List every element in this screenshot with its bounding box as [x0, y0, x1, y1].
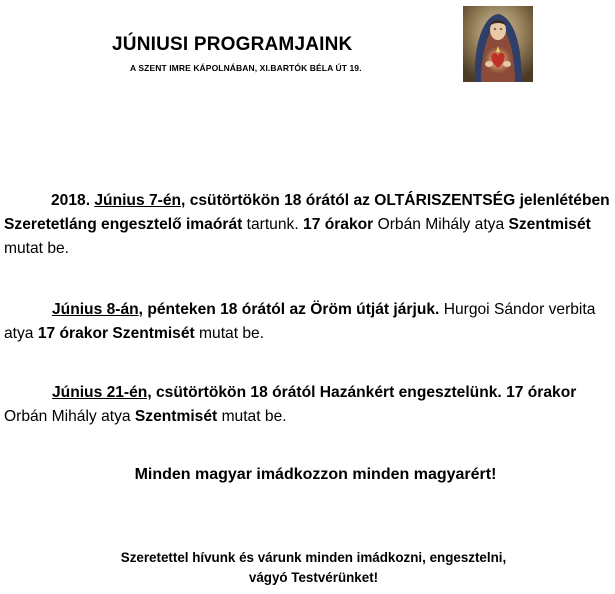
text: OLTÁRISZENTSÉG: [374, 192, 516, 209]
page-subtitle: A SZENT IMRE KÁPOLNÁBAN, XI.BARTÓK BÉLA ÚT 19.: [130, 63, 362, 73]
text: pénteken 18 órától az Öröm útját járjuk.: [147, 301, 440, 318]
motto: Minden magyar imádkozzon minden magyarért!: [134, 466, 497, 483]
text: mutat be.: [221, 408, 287, 425]
text: csütörtökön 18 órától az: [189, 192, 370, 209]
text: mutat be.: [4, 240, 70, 257]
page-title: JÚNIUSI PROGRAMJAINK: [112, 34, 353, 55]
closing-line-1: Szeretettel hívunk és várunk minden imádkozni, engesztelni,: [120, 550, 507, 565]
date-june-8: Június 8-án,: [52, 301, 143, 318]
date-june-7: Június 7-én,: [94, 192, 186, 209]
text: 17 órakor Szentmisét: [37, 325, 195, 342]
text: 17 órakor: [303, 216, 374, 233]
text: tartunk.: [246, 216, 299, 233]
paragraph-june-8: [4, 298, 612, 346]
text: Orbán Mihály atya: [4, 408, 131, 425]
text: Szentmisét: [508, 216, 591, 233]
date-june-21: Június 21-én,: [52, 384, 152, 401]
text: Orbán: [377, 216, 421, 233]
text: mutat be.: [199, 325, 265, 342]
closing-line-2: vágyó Testvérünket!: [248, 570, 379, 585]
paragraph-june-21: [4, 381, 612, 429]
year: 2018.: [51, 192, 91, 209]
text: Sándor verbita atya: [4, 301, 596, 342]
text: jelenlétében Szeretetláng engesztelő imaórát: [4, 192, 610, 233]
madonna-sacred-heart-icon: [463, 6, 533, 82]
text: Szentmisét: [134, 408, 218, 425]
text: 17 órakor: [506, 384, 577, 401]
text: Mihály atya: [425, 216, 505, 233]
text: csütörtökön 18 órától Hazánkért engesztelünk.: [156, 384, 502, 401]
paragraph-june-7: [4, 189, 612, 261]
text: Hurgoi: [443, 301, 490, 318]
closing-message: [6, 548, 615, 588]
